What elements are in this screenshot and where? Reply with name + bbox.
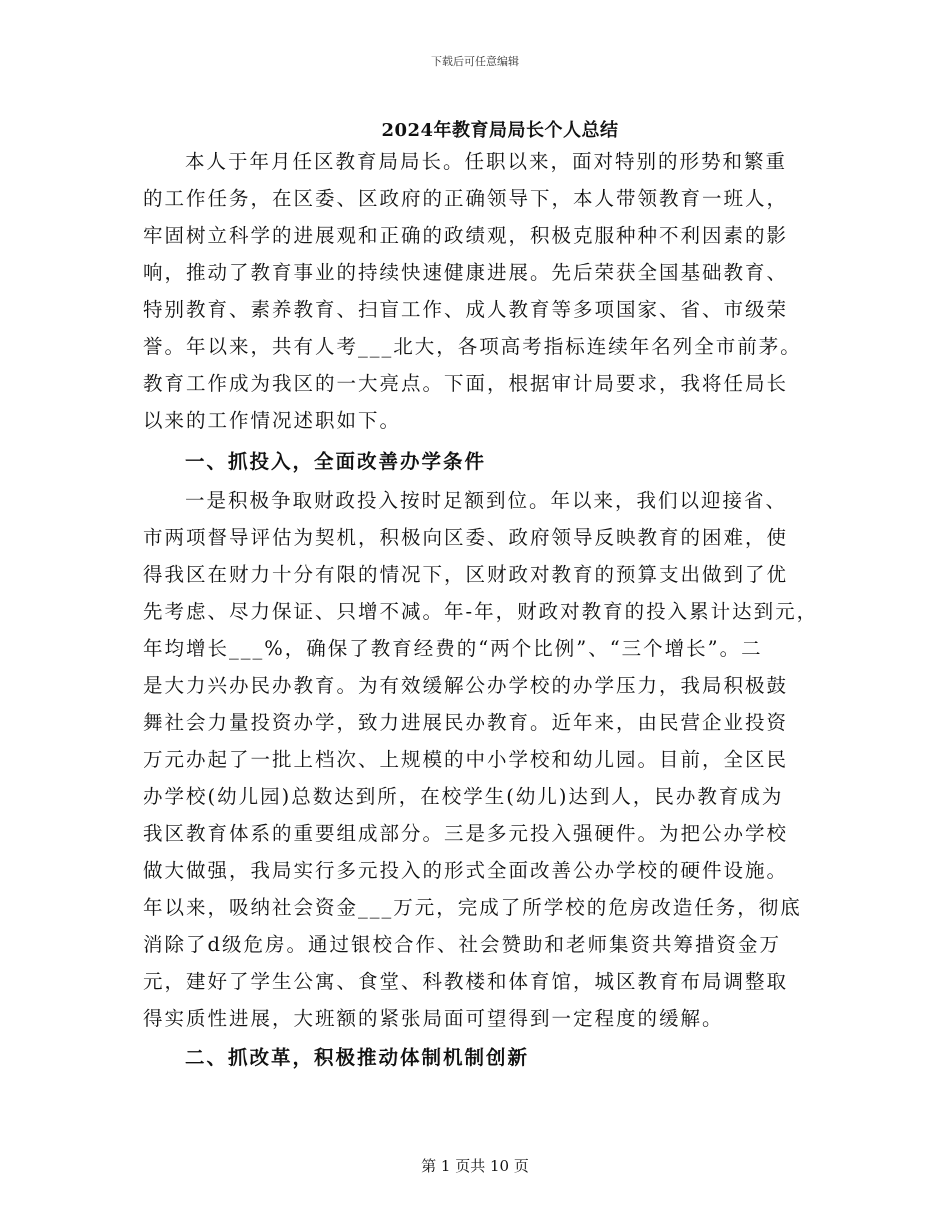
paragraph-line: 办学校(幼儿园)总数达到所，在校学生(幼儿)达到人，民办教育成为 [143, 785, 784, 808]
paragraph-line: 市两项督导评估为契机，积极向区委、政府领导反映教育的困难，使 [143, 526, 789, 549]
paragraph-line: 特别教育、素养教育、扫盲工作、成人教育等多项国家、省、市级荣 [143, 298, 789, 321]
page-number: 第 1 页共 10 页 [421, 1157, 529, 1175]
paragraph-line: 响，推动了教育事业的持续快速健康进展。先后荣获全国基础教育、 [143, 261, 789, 284]
paragraph-line: 以来的工作情况述职如下。 [143, 409, 402, 432]
header-note: 下载后可任意编辑 [431, 55, 519, 68]
paragraph-line: 年均增长___%，确保了教育经费的“两个比例”、“三个增长”。二 [143, 637, 763, 660]
paragraph-line: 我区教育体系的重要组成部分。三是多元投入强硬件。为把公办学校 [143, 822, 789, 845]
paragraph-line: 舞社会力量投资办学，致力进展民办教育。近年来，由民营企业投资 [143, 711, 789, 734]
paragraph-line: 牢固树立科学的进展观和正确的政绩观，积极克服种种不利因素的影 [143, 224, 789, 247]
paragraph-line: 教育工作成为我区的一大亮点。下面，根据审计局要求，我将任局长 [143, 372, 789, 395]
document-title: 2024年教育局局长个人总结 [381, 120, 619, 141]
paragraph-line: 元，建好了学生公寓、食堂、科教楼和体育馆，城区教育布局调整取 [143, 970, 789, 993]
paragraph-line: 的工作任务，在区委、区政府的正确领导下，本人带领教育一班人， [143, 187, 789, 210]
paragraph-line: 先考虑、尽力保证、只增不减。年-年，财政对教育的投入累计达到元， [143, 600, 819, 623]
paragraph-line: 本人于年月任区教育局局长。任职以来，面对特别的形势和繁重 [185, 150, 788, 173]
section-heading: 一、抓投入，全面改善办学条件 [185, 450, 487, 473]
paragraph-line: 消除了d级危房。通过银校合作、社会赞助和老师集资共筹措资金万 [143, 933, 781, 956]
paragraph-line: 得我区在财力十分有限的情况下，区财政对教育的预算支出做到了优 [143, 563, 789, 586]
section-heading: 二、抓改革，积极推动体制机制创新 [185, 1046, 530, 1069]
paragraph-line: 誉。年以来，共有人考___北大，各项高考指标连续年名列全市前茅。 [143, 335, 802, 358]
paragraph-line: 年以来，吸纳社会资金___万元，完成了所学校的危房改造任务，彻底 [143, 896, 802, 919]
paragraph-line: 一是积极争取财政投入按时足额到位。年以来，我们以迎接省、 [185, 489, 788, 512]
paragraph-line: 得实质性进展，大班额的紧张局面可望得到一定程度的缓解。 [143, 1007, 724, 1030]
paragraph-line: 是大力兴办民办教育。为有效缓解公办学校的办学压力，我局积极鼓 [143, 674, 789, 697]
paragraph-line: 做大做强，我局实行多元投入的形式全面改善公办学校的硬件设施。 [143, 859, 789, 882]
paragraph-line: 万元办起了一批上档次、上规模的中小学校和幼儿园。目前，全区民 [143, 748, 789, 771]
